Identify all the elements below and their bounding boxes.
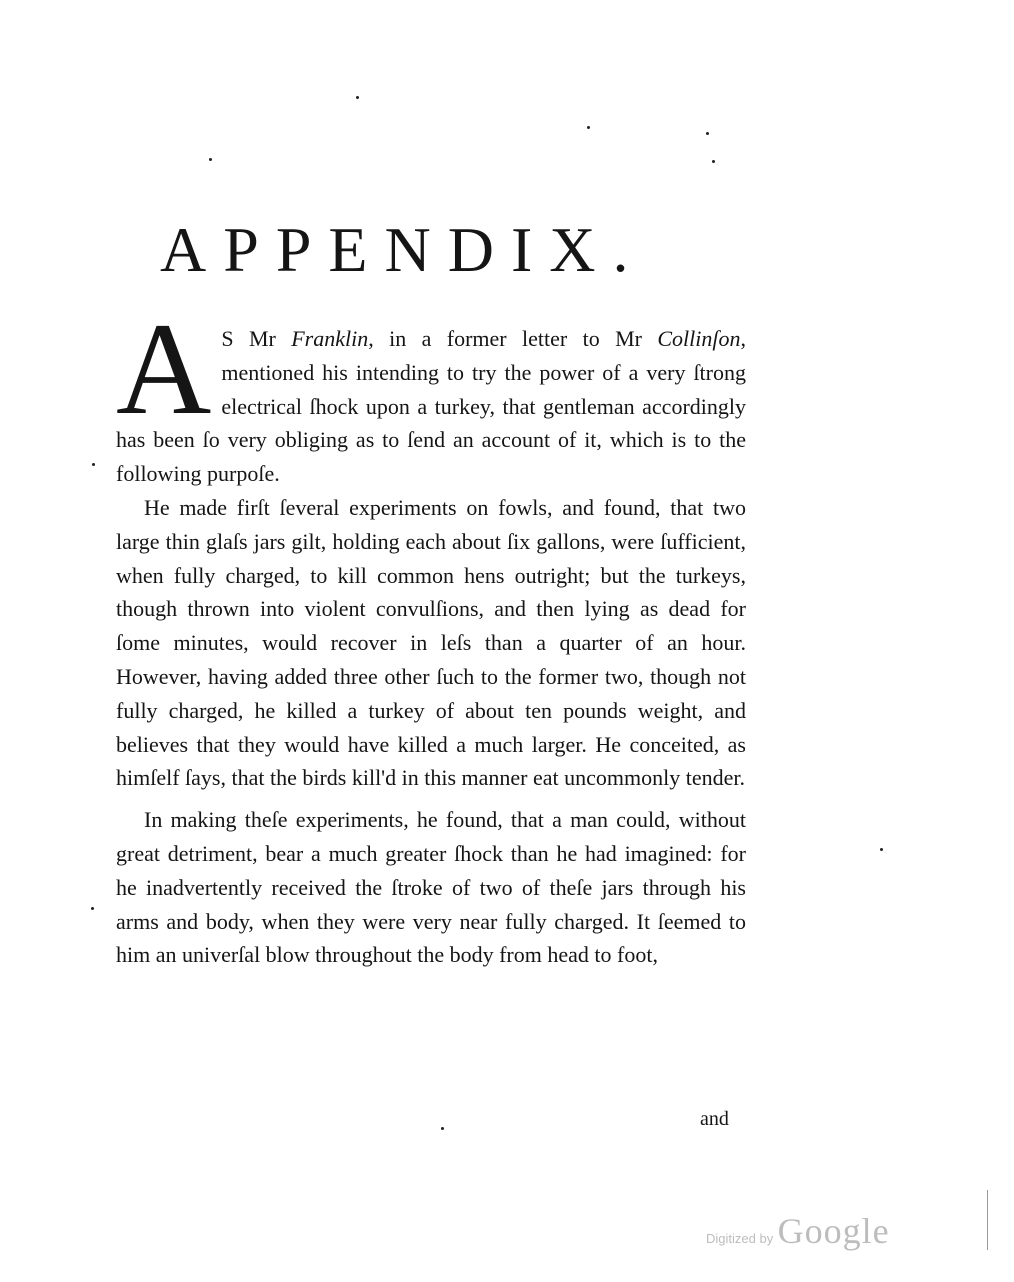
- scan-speck: [91, 907, 94, 910]
- paragraph-3: [116, 803, 746, 972]
- scan-speck: [587, 126, 590, 129]
- paragraph-1: [116, 295, 746, 491]
- name-franklin: Franklin: [291, 326, 369, 351]
- catchword: and: [700, 1108, 729, 1130]
- digitized-watermark: [706, 1210, 890, 1252]
- scan-speck: [880, 848, 883, 851]
- scan-edge: [987, 1190, 988, 1250]
- scan-speck: [706, 132, 709, 135]
- page-title: APPENDIX.: [160, 214, 646, 285]
- scan-speck: [712, 160, 715, 163]
- text-segment: , mentioned his intending to try the power of a very ſtrong electrical ſhock upon a turkey, that gentleman accordingly has been ſo very obliging as to ſend an account of it, which is to the following purpoſe.: [116, 326, 746, 487]
- drop-cap: A: [116, 295, 212, 442]
- scan-speck: [92, 463, 95, 466]
- paragraph-2: [116, 491, 746, 795]
- scan-speck: [356, 96, 359, 99]
- watermark-prefix: Digitized by: [706, 1231, 774, 1246]
- text-segment: In making theſe experiments, he found, that a man could, without great detriment, bear a much greater ſhock than he had imagined: for he inadvertently received the ſtroke of two of theſe jars through his arms and body, when they were very near fully charged. It ſeemed to him an univerſal blow throughout the body from head to foot,: [116, 807, 746, 968]
- scan-speck: [441, 1127, 444, 1130]
- text-segment: S Mr: [221, 326, 292, 351]
- body-text: [116, 295, 746, 972]
- google-logo: Google: [777, 1211, 890, 1251]
- text-segment: , in a former letter to Mr: [368, 326, 658, 351]
- text-segment: He made firſt ſeveral experiments on fowls, and found, that two large thin glaſs jars gilt, holding each about ſix gallons, were ſufficient, when fully charged, to kill common hens outright; but the turkeys, though thrown into violent convulſions, and then lying as dead for ſome minutes, would recover in leſs than a quarter of an hour. However, having added three other ſuch to the former two, though not fully charged, he killed a turkey of about ten pounds weight, and believes that they would have killed a much larger. He conceited, as himſelf ſays, that the birds kill'd in this manner eat uncommonly tender.: [116, 494, 746, 791]
- scan-speck: [209, 158, 212, 161]
- name-collinson: Collinſon: [657, 326, 741, 351]
